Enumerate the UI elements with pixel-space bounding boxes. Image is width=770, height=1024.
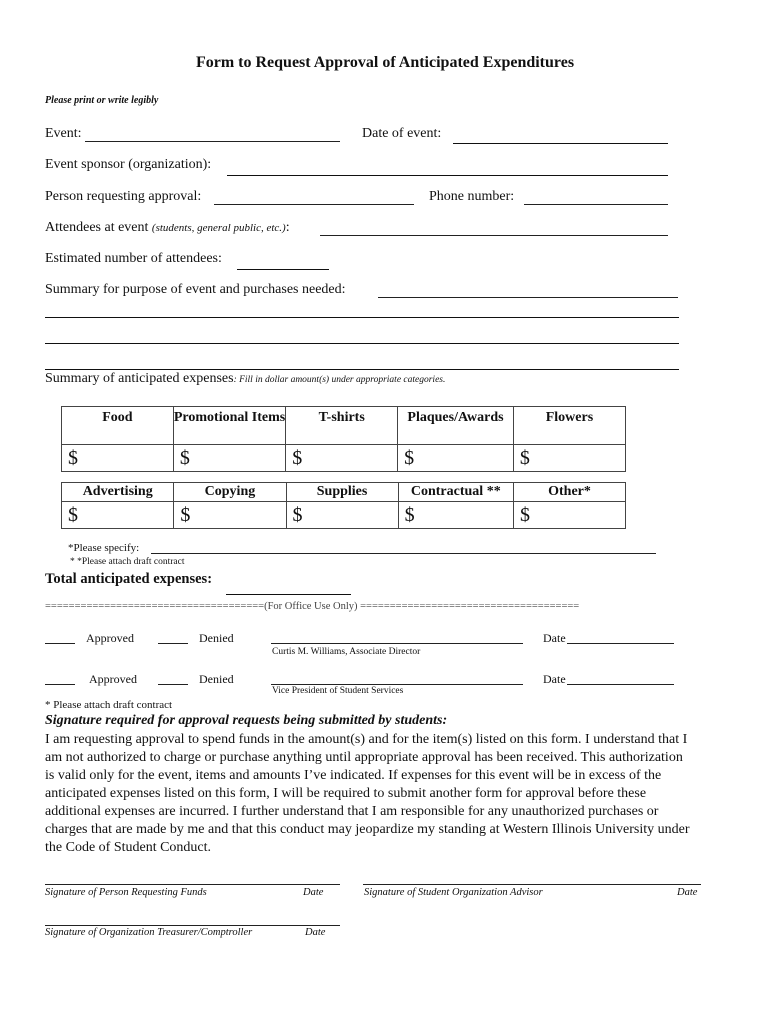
vp-signature[interactable] bbox=[271, 684, 523, 685]
approved-1-check[interactable] bbox=[45, 643, 75, 644]
treasurer-signature-line[interactable] bbox=[45, 925, 340, 926]
amount-food[interactable]: $ bbox=[62, 445, 174, 472]
header-other: Other* bbox=[513, 483, 625, 502]
amount-contractual[interactable]: $ bbox=[398, 502, 513, 529]
date-of-event-field[interactable] bbox=[453, 143, 668, 144]
amount-other[interactable]: $ bbox=[513, 502, 625, 529]
estimated-attendees-label: Estimated number of attendees: bbox=[45, 251, 222, 266]
amount-supplies[interactable]: $ bbox=[286, 502, 398, 529]
amount-advertising[interactable]: $ bbox=[62, 502, 174, 529]
expenses-label bbox=[45, 371, 445, 387]
event-sponsor-label: Event sponsor (organization): bbox=[45, 157, 212, 172]
summary-line-2[interactable] bbox=[45, 343, 679, 344]
date-1-label: Date bbox=[543, 631, 566, 645]
approved-1-label: Approved bbox=[86, 631, 134, 645]
office-use-divider: =====================================(For Office Use Only) ===================================== bbox=[45, 601, 580, 612]
expenses-label-text: Summary of anticipated expenses bbox=[45, 371, 234, 386]
amount-plaques-awards[interactable]: $ bbox=[398, 445, 514, 472]
amount-tshirts[interactable]: $ bbox=[286, 445, 398, 472]
date-of-event-label: Date of event: bbox=[362, 126, 442, 141]
attendees-field[interactable] bbox=[320, 235, 668, 236]
event-label: Event: bbox=[45, 126, 82, 141]
expense-table-2 bbox=[61, 482, 626, 529]
expenses-hint: : Fill in dollar amount(s) under appropriate categories. bbox=[233, 375, 446, 385]
amount-promotional-items[interactable]: $ bbox=[173, 445, 285, 472]
attendees-label bbox=[45, 220, 290, 236]
header-advertising: Advertising bbox=[62, 483, 174, 502]
event-field[interactable] bbox=[85, 141, 340, 142]
phone-number-field[interactable] bbox=[524, 204, 668, 205]
expense-table-1 bbox=[61, 406, 626, 472]
event-sponsor-field[interactable] bbox=[227, 175, 668, 176]
person-requesting-label: Person requesting approval: bbox=[45, 189, 202, 204]
summary-purpose-field[interactable] bbox=[378, 297, 678, 298]
amount-copying[interactable]: $ bbox=[174, 502, 286, 529]
attendees-label-text: Attendees at event bbox=[45, 220, 149, 235]
approved-2-label: Approved bbox=[89, 672, 137, 686]
advisor-date-label: Date bbox=[677, 887, 698, 898]
attach-contract-note-2: * Please attach draft contract bbox=[45, 699, 173, 711]
header-contractual: Contractual ** bbox=[398, 483, 513, 502]
statement-heading: Signature required for approval requests being submitted by students: bbox=[45, 713, 448, 728]
person-signature-line[interactable] bbox=[45, 884, 340, 885]
header-food: Food bbox=[62, 407, 174, 445]
date-2-label: Date bbox=[543, 672, 566, 686]
form-title: Form to Request Approval of Anticipated Expenditures bbox=[195, 54, 575, 71]
person-date-label: Date bbox=[303, 887, 324, 898]
associate-director-name: Curtis M. Williams, Associate Director bbox=[272, 647, 421, 657]
please-specify-label: *Please specify: bbox=[68, 542, 140, 554]
summary-line-3[interactable] bbox=[45, 369, 679, 370]
attendees-hint: (students, general public, etc.) bbox=[151, 222, 286, 234]
summary-line-1[interactable] bbox=[45, 317, 679, 318]
total-expenses-field[interactable] bbox=[226, 594, 351, 595]
approved-2-check[interactable] bbox=[45, 684, 75, 685]
advisor-signature-line[interactable] bbox=[363, 884, 701, 885]
amount-flowers[interactable]: $ bbox=[513, 445, 625, 472]
please-specify-field[interactable] bbox=[151, 553, 656, 554]
person-signature-label: Signature of Person Requesting Funds bbox=[45, 887, 207, 898]
vp-title: Vice President of Student Services bbox=[272, 686, 404, 696]
advisor-signature-label: Signature of Student Organization Advisor bbox=[364, 887, 543, 898]
header-supplies: Supplies bbox=[286, 483, 398, 502]
treasurer-date-label: Date bbox=[305, 927, 326, 938]
instruction-text: Please print or write legibly bbox=[45, 95, 159, 106]
date-2-field[interactable] bbox=[567, 684, 674, 685]
date-1-field[interactable] bbox=[567, 643, 674, 644]
treasurer-signature-label: Signature of Organization Treasurer/Comptroller bbox=[45, 927, 253, 938]
header-flowers: Flowers bbox=[513, 407, 625, 445]
phone-number-label: Phone number: bbox=[429, 189, 515, 204]
summary-purpose-label: Summary for purpose of event and purchases needed: bbox=[45, 282, 346, 297]
denied-1-check[interactable] bbox=[158, 643, 188, 644]
denied-1-label: Denied bbox=[199, 631, 234, 645]
header-copying: Copying bbox=[174, 483, 286, 502]
statement-body: I am requesting approval to spend funds in the amount(s) and for the item(s) listed on this form. I understand that I am not authorized to charge or purchase anything until appropriate approval has been received. This authorization is valid only for the event, items and amounts I’ve indicated. If expenses for this event will be in excess of the anticipated expenses listed on this form, I will be required to submit another form for approval before these additional expenses are incurred. I further understand that I am responsible for any unauthorized purchases or charges that are made by me and that this conduct may jeopardize my standing at Western Illinois University under the Code of Student Conduct. bbox=[45, 732, 690, 855]
header-tshirts: T-shirts bbox=[286, 407, 398, 445]
denied-2-check[interactable] bbox=[158, 684, 188, 685]
associate-director-signature[interactable] bbox=[271, 643, 523, 644]
attach-contract-note: * *Please attach draft contract bbox=[70, 557, 185, 567]
total-expenses-label: Total anticipated expenses: bbox=[45, 571, 213, 587]
header-promotional-items: Promotional Items bbox=[173, 407, 285, 445]
estimated-attendees-field[interactable] bbox=[237, 269, 329, 270]
header-plaques-awards: Plaques/Awards bbox=[398, 407, 514, 445]
person-requesting-field[interactable] bbox=[214, 204, 414, 205]
attendees-colon: : bbox=[285, 220, 290, 235]
denied-2-label: Denied bbox=[199, 672, 234, 686]
